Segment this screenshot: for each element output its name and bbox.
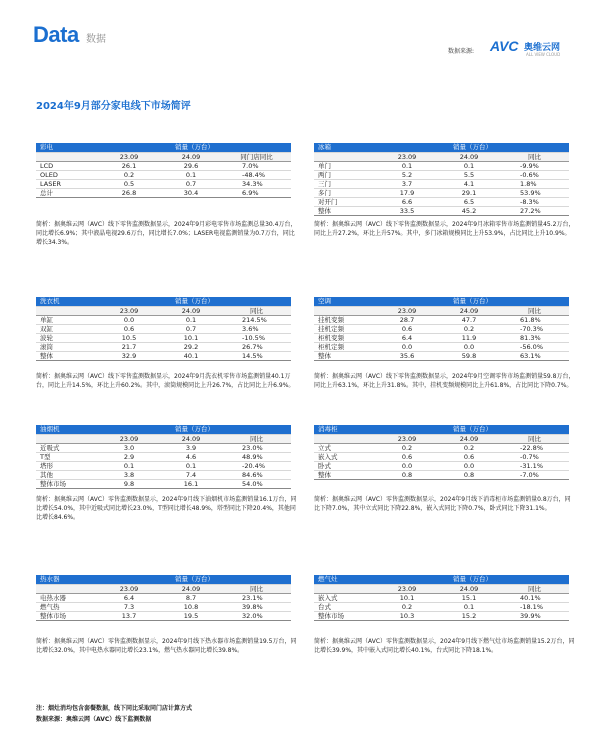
table-row-total: 总计 26.8 30.4 6.9% xyxy=(36,188,291,197)
table-row: 塔形 0.1 0.1 -20.4% xyxy=(36,461,291,470)
col-change: 同门店同比 xyxy=(222,152,291,161)
page-title: 2024年9月部分家电线下市场简评 xyxy=(36,101,191,112)
table-row: 双缸 0.6 0.7 3.6% xyxy=(36,324,291,333)
col-prev: 23.09 xyxy=(98,434,160,443)
avc-logo-cn: 奥维云网 xyxy=(524,43,561,53)
table-row: 滚筒 21.7 29.2 26.7% xyxy=(36,342,291,351)
col-cur: 24.09 xyxy=(438,152,500,161)
washer-analysis: 简析：据奥维云网（AVC）线下零售监测数据显示，2024年9月洗衣机零售市场监测销量40.1万台，同比上升14.5%，环比上升60.2%。其中，滚筒规模同比上升26.7%，占比同比上升6.9%。 xyxy=(36,373,295,389)
fridge-table xyxy=(314,143,569,216)
col-prev: 23.09 xyxy=(98,584,160,593)
col-change: 同比 xyxy=(222,434,291,443)
table-row: 嵌入式 10.1 15.1 40.1% xyxy=(314,593,569,602)
water-heater-section xyxy=(36,575,297,654)
volume-group-header: 销量（万台） xyxy=(98,575,291,584)
ac-section xyxy=(314,297,575,389)
table-row: 燃气热 7.3 10.8 39.8% xyxy=(36,602,291,611)
sterilizer-analysis: 简析：据奥维云网（AVC）零售监测数据显示，2024年9月线下消毒柜市场监测销量0.8万台，同比下降7.0%，其中立式同比下降22.8%，嵌入式同比下降0.7%，卧式同比下降31.1%。 xyxy=(314,496,571,512)
table-row-total: 整体市场 10.3 15.2 39.9% xyxy=(314,611,569,620)
gas-stove-analysis: 简析：据奥维云网（AVC）零售监测数据显示，2024年9月线下燃气灶市场监测销量15.2万台，同比增长39.9%，其中嵌入式同比增长40.1%，台式同比下降18.1%。 xyxy=(314,638,575,654)
col-cur: 24.09 xyxy=(438,434,500,443)
table-row: 多门 17.9 29.1 53.9% xyxy=(314,188,569,197)
avc-logo-mark: AVC xyxy=(490,38,519,54)
source-label: 数据来源: xyxy=(448,48,475,55)
col-change: 同比 xyxy=(500,306,569,315)
col-change: 同比 xyxy=(222,306,291,315)
category-label: 燃气灶 xyxy=(314,575,376,584)
col-prev: 23.09 xyxy=(98,152,160,161)
table-row-total: 整体 33.5 45.2 27.2% xyxy=(314,206,569,215)
volume-group-header: 销量（万台） xyxy=(98,297,291,306)
category-label: 消毒柜 xyxy=(314,425,376,434)
table-row: LASER 0.5 0.7 34.3% xyxy=(36,179,291,188)
volume-group-header: 销量（万台） xyxy=(376,143,569,152)
col-prev: 23.09 xyxy=(376,584,438,593)
category-label: 洗衣机 xyxy=(36,297,98,306)
table-row: 电热水器 6.4 8.7 23.1% xyxy=(36,593,291,602)
ac-analysis: 简析：据奥维云网（AVC）线下零售监测数据显示，2024年9月空调零售市场监测销量59.8万台，同比上升63.1%，环比上升31.8%。其中，挂机变频规模同比上升61.8%，占比同比下降0.7%。 xyxy=(314,373,575,389)
category-label: 空调 xyxy=(314,297,376,306)
data-logo: Data xyxy=(33,22,79,47)
table-row-total: 整体市场 13.7 19.5 32.0% xyxy=(36,611,291,620)
col-prev: 23.09 xyxy=(98,306,160,315)
footnote: 注：烟灶消均包含套餐数据，线下同比采取同门店计算方式 xyxy=(36,705,193,712)
col-prev: 23.09 xyxy=(376,306,438,315)
page-header xyxy=(0,0,611,60)
table-row: 单门 0.1 0.1 -9.9% xyxy=(314,161,569,170)
table-row: 波轮 10.5 10.1 -10.5% xyxy=(36,333,291,342)
table-row-total: 整体 32.9 40.1 14.5% xyxy=(36,351,291,360)
gas-stove-section xyxy=(314,575,575,654)
volume-group-header: 销量（万台） xyxy=(98,425,291,434)
sterilizer-table xyxy=(314,425,569,480)
col-change: 同比 xyxy=(500,584,569,593)
table-row: 卧式 0.0 0.0 -31.1% xyxy=(314,461,569,470)
table-row: 其他 3.8 7.4 84.6% xyxy=(36,470,291,479)
tv-analysis: 简析：据奥维云网（AVC）线下零售监测数据显示，2024年9月彩电零售市场监测总量30.4万台，同比增长6.9%；其中液晶电视29.6万台，同比增长7.0%；LASER电视监测销量为0.7万台，同比增长34.3%。 xyxy=(36,221,297,246)
data-logo-subtitle: 数据 xyxy=(86,34,106,45)
col-change: 同比 xyxy=(222,584,291,593)
col-prev: 23.09 xyxy=(376,434,438,443)
category-label: 油烟机 xyxy=(36,425,98,434)
table-row: 三门 3.7 4.1 1.8% xyxy=(314,179,569,188)
table-row-total: 整体 0.8 0.8 -7.0% xyxy=(314,470,569,479)
table-row: 近吸式 3.0 3.9 23.0% xyxy=(36,443,291,452)
table-row: T型 2.9 4.6 48.9% xyxy=(36,452,291,461)
ac-table xyxy=(314,297,569,361)
col-prev: 23.09 xyxy=(376,152,438,161)
table-row: LCD 26.1 29.6 7.0% xyxy=(36,161,291,170)
table-row: 两门 5.2 5.5 -0.6% xyxy=(314,170,569,179)
hood-analysis: 简析：据奥维云网（AVC）零售监测数据显示，2024年9月线下油烟机市场监测销量16.1万台，同比增长54.0%，其中近吸式同比增长23.0%，T型同比增长48.9%，塔型同比下降20.4%，其他同比增长84.6%。 xyxy=(36,496,297,521)
category-label: 冰箱 xyxy=(314,143,376,152)
table-row: 挂机定频 0.6 0.2 -70.3% xyxy=(314,324,569,333)
water-heater-table xyxy=(36,575,291,621)
category-label: 彩电 xyxy=(36,143,98,152)
table-row-total: 整体市场 9.8 16.1 54.0% xyxy=(36,479,291,488)
fridge-section xyxy=(314,143,575,237)
avc-logo-url: ALL VIEW CLOUD xyxy=(526,52,561,57)
table-row: 柜机变频 6.4 11.9 81.3% xyxy=(314,333,569,342)
col-change: 同比 xyxy=(500,152,569,161)
tv-section xyxy=(36,143,297,246)
col-cur: 24.09 xyxy=(160,152,222,161)
sterilizer-section xyxy=(314,425,571,512)
col-cur: 24.09 xyxy=(160,306,222,315)
col-change: 同比 xyxy=(500,434,569,443)
washer-section xyxy=(36,297,295,389)
hood-section xyxy=(36,425,297,521)
volume-group-header: 销量（万台） xyxy=(376,425,569,434)
table-row: 嵌入式 0.6 0.6 -0.7% xyxy=(314,452,569,461)
washer-table xyxy=(36,297,291,361)
fridge-analysis: 简析：据奥维云网（AVC）线下零售监测数据显示，2024年9月冰箱零售市场监测销量45.2万台，同比上升27.2%，环比上升57%。其中，多门冰箱规模同比上升53.9%，占比同比上升10.9%。 xyxy=(314,221,575,237)
hood-table xyxy=(36,425,291,489)
table-row: 柜机定频 0.0 0.0 -56.0% xyxy=(314,342,569,351)
table-row-total: 整体 35.6 59.8 63.1% xyxy=(314,351,569,360)
col-cur: 24.09 xyxy=(160,434,222,443)
volume-group-header: 销量（万台） xyxy=(376,575,569,584)
volume-group-header: 销量（万台） xyxy=(376,297,569,306)
col-cur: 24.09 xyxy=(438,584,500,593)
avc-logo xyxy=(490,38,580,60)
table-row: 立式 0.2 0.2 -22.8% xyxy=(314,443,569,452)
data-source-footer: 数据来源：奥维云网（AVC）线下监测数据 xyxy=(36,716,152,723)
table-row: 台式 0.2 0.1 -18.1% xyxy=(314,602,569,611)
volume-group-header: 销量（万台） xyxy=(98,143,291,152)
table-row: OLED 0.2 0.1 -48.4% xyxy=(36,170,291,179)
gas-stove-table xyxy=(314,575,569,621)
tv-table xyxy=(36,143,291,198)
col-cur: 24.09 xyxy=(160,584,222,593)
water-heater-analysis: 简析：据奥维云网（AVC）零售监测数据显示，2024年9月线下热水器市场监测销量19.5万台，同比增长32.0%，其中电热水器同比增长23.1%，燃气热水器同比增长39.8%。 xyxy=(36,638,297,654)
table-row: 挂机变频 28.7 47.7 61.8% xyxy=(314,315,569,324)
table-row: 对开门 6.6 6.5 -8.3% xyxy=(314,197,569,206)
col-cur: 24.09 xyxy=(438,306,500,315)
table-row: 单缸 0.0 0.1 214.5% xyxy=(36,315,291,324)
category-label: 热水器 xyxy=(36,575,98,584)
